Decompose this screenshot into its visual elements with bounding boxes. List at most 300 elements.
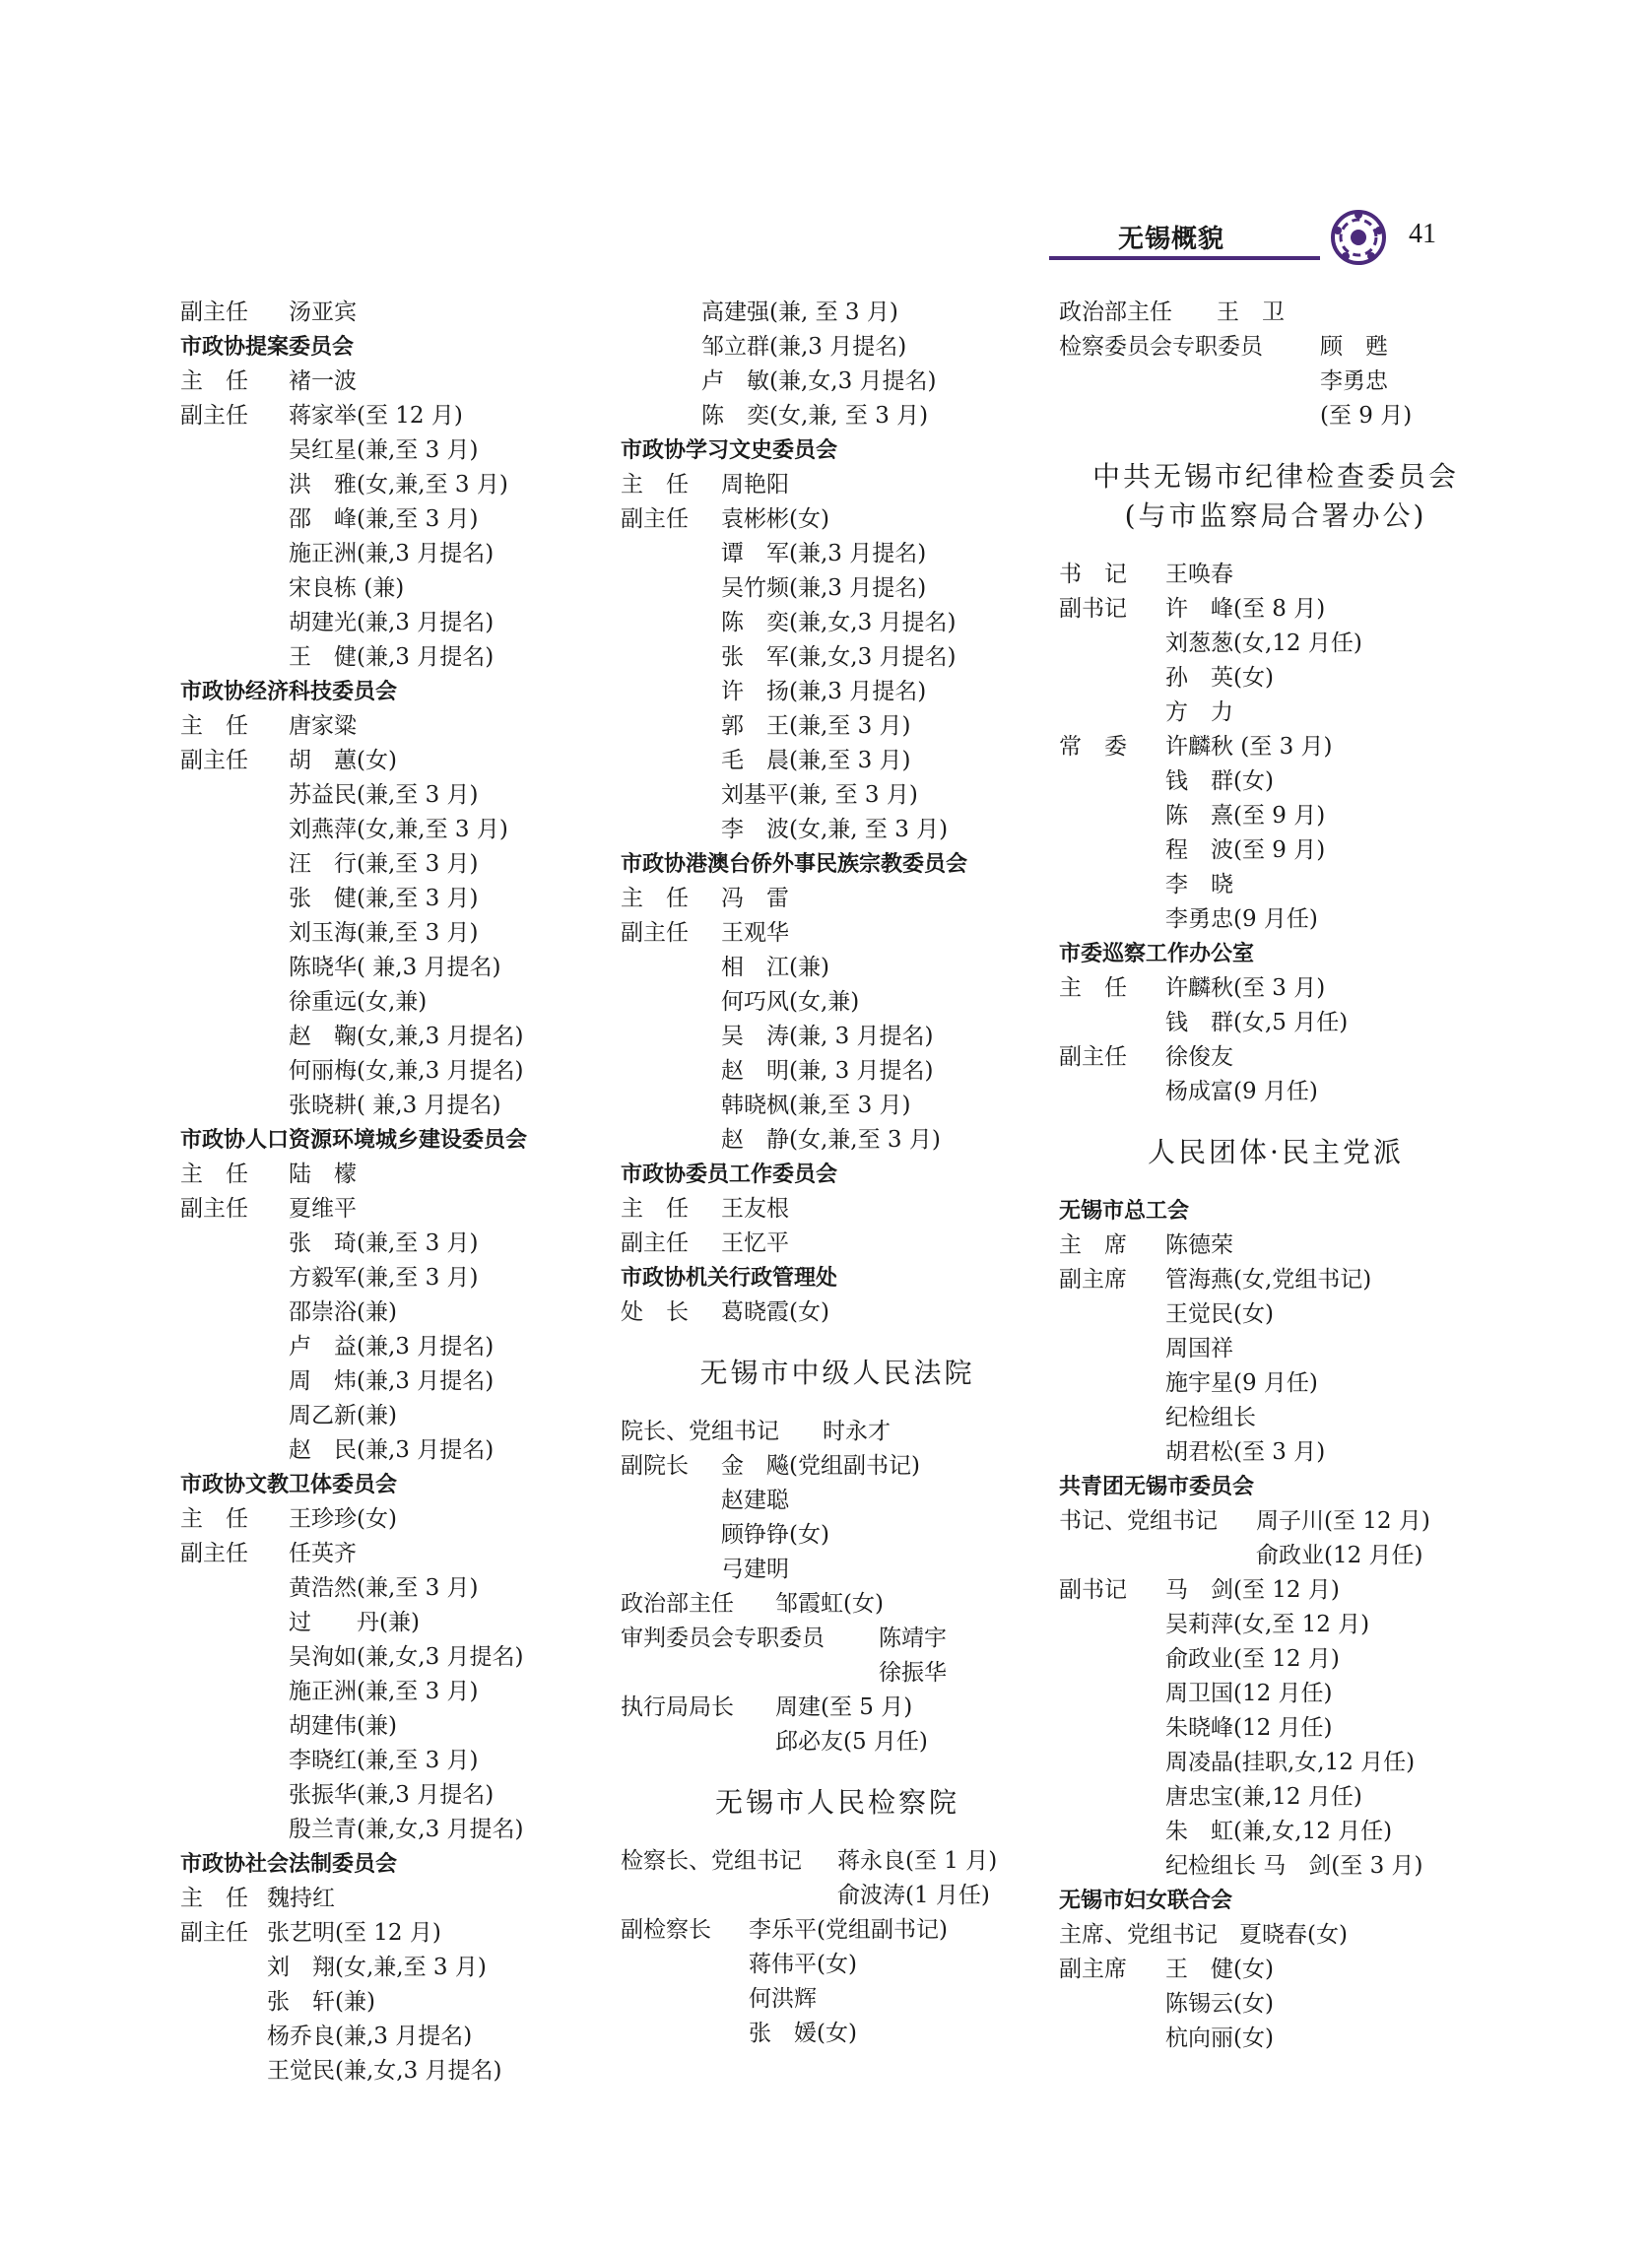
section-heading: 共青团无锡市委员会 [1059, 1475, 1255, 1499]
person-name: 张 琦(兼,至 3 月) [289, 1230, 479, 1256]
person-name: 周卫国(12 月任) [1165, 1681, 1333, 1706]
person-name: 王 卫 [1217, 299, 1285, 325]
personnel-entry [621, 296, 1054, 330]
person-name: 李勇忠 [1320, 368, 1388, 394]
personnel-entry [180, 1261, 614, 1295]
position-title: 副主任 [180, 1541, 248, 1566]
personnel-entry [1059, 1780, 1492, 1815]
position-title: 主 任 [621, 886, 689, 911]
personnel-entry [1059, 399, 1492, 433]
position-title: 书 记 [1059, 562, 1127, 587]
personnel-entry [621, 1725, 1054, 1759]
person-name: 许 峰(至 8 月) [1165, 596, 1326, 622]
section-heading: 无锡市总工会 [1059, 1199, 1190, 1224]
person-name: 顾铮铮(女) [721, 1522, 829, 1548]
personnel-entry [1059, 730, 1492, 764]
person-name: 胡建伟(兼) [289, 1713, 397, 1739]
position-title: 执行局局长 [621, 1694, 734, 1720]
person-name: 刘燕萍(女,兼,至 3 月) [289, 817, 508, 842]
personnel-entry [621, 365, 1054, 399]
personnel-entry [180, 1433, 614, 1468]
personnel-entry [1059, 1228, 1492, 1263]
personnel-entry [1059, 1815, 1492, 1849]
position-title: 副主任 [180, 403, 248, 429]
personnel-entry [621, 1913, 1054, 1948]
personnel-entry [1059, 1711, 1492, 1746]
personnel-entry [621, 1656, 1054, 1691]
section-heading: 市政协人口资源环境城乡建设委员会 [180, 1128, 528, 1153]
personnel-entry [180, 1882, 614, 1916]
person-name: 李乐平(党组副书记) [749, 1917, 948, 1943]
person-name: 俞波涛(1 月任) [837, 1883, 990, 1908]
personnel-entry [1059, 1642, 1492, 1677]
person-name: 钱 群(女) [1165, 768, 1274, 794]
personnel-entry [621, 1054, 1054, 1089]
personnel-entry [1059, 1263, 1492, 1297]
personnel-entry [180, 365, 614, 399]
personnel-entry [621, 813, 1054, 847]
person-name: 张 媛(女) [749, 2021, 857, 2046]
person-name: 王 健(女) [1165, 1957, 1274, 1982]
person-name: 许麟秋(至 3 月) [1165, 975, 1326, 1001]
personnel-entry [1059, 1539, 1492, 1573]
personnel-entry [180, 1192, 614, 1227]
personnel-entry [1059, 1075, 1492, 1109]
person-name: 李 晓 [1165, 872, 1233, 897]
person-name: 张 健(兼,至 3 月) [289, 886, 479, 911]
person-name: 杭向丽(女) [1165, 2025, 1274, 2051]
person-name: 王觉民(兼,女,3 月提名) [267, 2058, 502, 2084]
personnel-entry [621, 1449, 1054, 1484]
personnel-entry [621, 1587, 1054, 1622]
personnel-entry [621, 1415, 1054, 1449]
personnel-entry [621, 502, 1054, 537]
person-name: 陈德荣 [1165, 1232, 1233, 1258]
person-name: 顾 甦 [1320, 334, 1388, 360]
person-name: 陈 奕(兼,女,3 月提名) [721, 610, 957, 635]
personnel-entry [621, 1192, 1054, 1227]
personnel-entry [180, 1227, 614, 1261]
person-name: 韩晓枫(兼,至 3 月) [721, 1093, 911, 1118]
personnel-entry [621, 2017, 1054, 2051]
section-heading: 市政协经济科技委员会 [180, 680, 398, 704]
personnel-entry [180, 1399, 614, 1433]
personnel-entry [180, 640, 614, 675]
person-name: 汪 行(兼,至 3 月) [289, 851, 479, 877]
unit-title [1059, 1133, 1492, 1172]
unit-title-line: 中共无锡市纪律检查委员会 [1091, 460, 1459, 493]
person-name: 周艳阳 [721, 472, 789, 498]
person-name: 宋良栋 (兼) [289, 575, 405, 601]
person-name: 陈晓华( 兼,3 月提名) [289, 955, 501, 980]
person-name: 何巧风(女,兼) [721, 989, 860, 1015]
personnel-entry [180, 399, 614, 433]
personnel-entry [180, 1640, 614, 1675]
person-name: 李晓红(兼,至 3 月) [289, 1748, 479, 1773]
person-name: 褚一波 [289, 368, 357, 394]
person-name: 周建(至 5 月) [775, 1694, 913, 1720]
unit-title [621, 1783, 1054, 1823]
personnel-entry [180, 1364, 614, 1399]
personnel-entry [1059, 1366, 1492, 1401]
person-name: 朱晓峰(12 月任) [1165, 1715, 1333, 1741]
person-name: 张 军(兼,女,3 月提名) [721, 644, 957, 670]
person-name: 王唤春 [1165, 562, 1233, 587]
page-number: 41 [1409, 219, 1436, 249]
person-name: 胡建光(兼,3 月提名) [289, 610, 495, 635]
position-title: 主 任 [180, 1162, 248, 1187]
person-name: 张 轩(兼) [267, 1989, 375, 2015]
column-right [1059, 296, 1492, 2056]
personnel-entry [1059, 1297, 1492, 1332]
column-middle [621, 296, 1054, 2051]
person-name: 陈 奕(女,兼, 至 3 月) [701, 403, 929, 429]
personnel-entry [621, 640, 1054, 675]
personnel-entry [1059, 1608, 1492, 1642]
personnel-entry [621, 1982, 1054, 2017]
person-name: 谭 军(兼,3 月提名) [721, 541, 927, 566]
person-name: 郭 王(兼,至 3 月) [721, 713, 911, 739]
personnel-entry [1059, 1435, 1492, 1470]
unit-title-line: 人民团体·民主党派 [1148, 1136, 1404, 1168]
personnel-entry [1059, 365, 1492, 399]
person-name: 朱 虹(兼,女,12 月任) [1165, 1819, 1393, 1844]
unit-title-line: 无锡市人民检察院 [714, 1786, 959, 1819]
personnel-entry [621, 1879, 1054, 1913]
person-name: 刘基平(兼, 至 3 月) [721, 782, 918, 808]
personnel-entry [180, 1020, 614, 1054]
person-name: 施正洲(兼,至 3 月) [289, 1679, 479, 1704]
unit-title [621, 1354, 1054, 1393]
personnel-entry [180, 709, 614, 744]
person-name: 唐忠宝(兼,12 月任) [1165, 1784, 1362, 1810]
person-name: 弓建明 [721, 1557, 789, 1582]
personnel-entry [621, 1295, 1054, 1330]
unit-title-line: 无锡市中级人民法院 [699, 1357, 975, 1389]
person-name: 纪检组长 [1165, 1405, 1256, 1430]
person-name: 陈靖宇 [879, 1626, 947, 1651]
position-title: 主 任 [1059, 975, 1127, 1001]
person-name: 邵崇浴(兼) [289, 1299, 397, 1325]
position-title: 副主席 [1059, 1957, 1127, 1982]
person-name: 胡 蕙(女) [289, 748, 397, 773]
person-name: 毛 晨(兼,至 3 月) [721, 748, 911, 773]
person-name: 赵 静(女,兼,至 3 月) [721, 1127, 941, 1153]
personnel-entry [621, 882, 1054, 916]
personnel-entry [1059, 1849, 1492, 1884]
unit-title-line: (与市监察局合署办公) [1124, 499, 1427, 532]
person-name: 洪 雅(女,兼,至 3 月) [289, 472, 508, 498]
section-heading: 市政协社会法制委员会 [180, 1852, 398, 1877]
position-title: 副主任 [180, 299, 248, 325]
person-name: 赵 民(兼,3 月提名) [289, 1437, 495, 1463]
person-name: 刘 翔(女,兼,至 3 月) [267, 1955, 487, 1980]
person-name: 蒋伟平(女) [749, 1952, 857, 1977]
personnel-entry [1059, 1040, 1492, 1075]
personnel-entry [180, 571, 614, 606]
personnel-entry [180, 606, 614, 640]
personnel-entry [621, 1844, 1054, 1879]
person-name: 施宇星(9 月任) [1165, 1370, 1318, 1396]
personnel-entry [180, 1606, 614, 1640]
person-name: 王觉民(女) [1165, 1301, 1274, 1327]
personnel-entry [180, 2054, 614, 2089]
person-name: 李 波(女,兼, 至 3 月) [721, 817, 949, 842]
person-name: 袁彬彬(女) [721, 506, 829, 532]
personnel-entry [621, 537, 1054, 571]
position-title: 主 任 [621, 472, 689, 498]
personnel-entry [180, 502, 614, 537]
personnel-entry [1059, 558, 1492, 592]
position-title: 副书记 [1059, 1577, 1127, 1603]
personnel-entry [180, 1951, 614, 1985]
position-title: 政治部主任 [621, 1591, 734, 1617]
personnel-entry [1059, 1401, 1492, 1435]
person-name: 徐振华 [879, 1660, 947, 1686]
position-title: 副主任 [1059, 1044, 1127, 1070]
personnel-entry [180, 433, 614, 468]
person-name: 周国祥 [1165, 1336, 1233, 1361]
person-name: 卢 益(兼,3 月提名) [289, 1334, 495, 1360]
position-title: 副检察长 [621, 1917, 711, 1943]
personnel-entry [1059, 2022, 1492, 2056]
personnel-entry [180, 1571, 614, 1606]
position-title: 主 任 [621, 1196, 689, 1222]
person-name: 周 炜(兼,3 月提名) [289, 1368, 495, 1394]
person-name: 汤亚宾 [289, 299, 357, 325]
personnel-entry [1059, 1953, 1492, 1987]
person-name: 邹霞虹(女) [775, 1591, 884, 1617]
position-title: 副院长 [621, 1453, 689, 1479]
personnel-entry [1059, 833, 1492, 868]
person-name: 任英齐 [289, 1541, 357, 1566]
person-name: 许 扬(兼,3 月提名) [721, 679, 927, 704]
person-name: 施正洲(兼,3 月提名) [289, 541, 495, 566]
personnel-entry [1059, 1918, 1492, 1953]
personnel-entry [180, 1675, 614, 1709]
personnel-entry [1059, 1677, 1492, 1711]
personnel-entry [180, 813, 614, 847]
personnel-entry [180, 1744, 614, 1778]
person-name: 邹立群(兼,3 月提名) [701, 334, 907, 360]
personnel-entry [1059, 330, 1492, 365]
section-heading: 市政协港澳台侨外事民族宗教委员会 [621, 852, 968, 877]
section-heading: 市政协机关行政管理处 [621, 1266, 838, 1291]
personnel-entry [180, 1778, 614, 1813]
personnel-entry [180, 468, 614, 502]
position-title: 副主任 [180, 748, 248, 773]
person-name: 王观华 [721, 920, 789, 946]
person-name: 邵 峰(兼,至 3 月) [289, 506, 479, 532]
section-heading: 无锡市妇女联合会 [1059, 1889, 1233, 1913]
person-name: 程 波(至 9 月) [1165, 837, 1326, 863]
person-name: 赵 鞠(女,兼,3 月提名) [289, 1024, 524, 1049]
person-name: 高建强(兼, 至 3 月) [701, 299, 898, 325]
person-name: 周子川(至 12 月) [1256, 1508, 1430, 1534]
person-name: 唐家粱 [289, 713, 357, 739]
person-name: 黄浩然(兼,至 3 月) [289, 1575, 479, 1601]
person-name: 蒋家举(至 12 月) [289, 403, 463, 429]
person-name: 王 健(兼,3 月提名) [289, 644, 495, 670]
personnel-entry [180, 1916, 614, 1951]
person-name: 周乙新(兼) [289, 1403, 397, 1428]
header-rule [1049, 256, 1320, 260]
person-name: 刘葱葱(女,12 月任) [1165, 631, 1362, 656]
personnel-entry [621, 675, 1054, 709]
person-name: 卢 敏(兼,女,3 月提名) [701, 368, 937, 394]
person-name: 陈 熹(至 9 月) [1165, 803, 1326, 829]
section-heading: 市政协学习文史委员会 [621, 438, 838, 463]
person-name: 俞政业(12 月任) [1256, 1543, 1423, 1568]
position-title: 常 委 [1059, 734, 1127, 760]
personnel-entry [180, 1158, 614, 1192]
person-name: 张艺明(至 12 月) [267, 1920, 441, 1946]
person-name: 刘玉海(兼,至 3 月) [289, 920, 479, 946]
person-name: 杨成富(9 月任) [1165, 1079, 1318, 1104]
personnel-entry [621, 951, 1054, 985]
position-title: 政治部主任 [1059, 299, 1172, 325]
person-name: 吴 涛(兼, 3 月提名) [721, 1024, 934, 1049]
person-name: 殷兰青(兼,女,3 月提名) [289, 1817, 524, 1842]
person-name: 过 丹(兼) [289, 1610, 420, 1635]
personnel-entry [180, 537, 614, 571]
running-header-title: 无锡概貌 [1118, 225, 1225, 254]
person-name: 葛晓霞(女) [721, 1299, 829, 1325]
personnel-entry [621, 1691, 1054, 1725]
position-title: 副主任 [621, 1230, 689, 1256]
personnel-entry [180, 2020, 614, 2054]
section-heading: 市委巡察工作办公室 [1059, 942, 1255, 966]
personnel-entry [180, 1709, 614, 1744]
person-name: 俞政业(至 12 月) [1165, 1646, 1340, 1672]
position-title: 处 长 [621, 1299, 689, 1325]
personnel-entry [1059, 799, 1492, 833]
personnel-entry [1059, 627, 1492, 661]
person-name: 吴莉萍(女,至 12 月) [1165, 1612, 1370, 1637]
personnel-entry [621, 468, 1054, 502]
position-title: 副主席 [1059, 1267, 1127, 1293]
personnel-entry [180, 1813, 614, 1847]
personnel-entry [180, 1295, 614, 1330]
position-title: 副主任 [621, 506, 689, 532]
position-title: 副主任 [180, 1196, 248, 1222]
personnel-entry [1059, 1332, 1492, 1366]
position-title: 检察委员会专职委员 [1059, 334, 1263, 360]
person-name: 王忆平 [721, 1230, 789, 1256]
personnel-entry [621, 985, 1054, 1020]
person-name: 马 剑(至 12 月) [1165, 1577, 1340, 1603]
personnel-entry [621, 709, 1054, 744]
person-name: 王友根 [721, 1196, 789, 1222]
person-name: 李勇忠(9 月任) [1165, 906, 1318, 932]
person-name: 何丽梅(女,兼,3 月提名) [289, 1058, 524, 1084]
person-name: 吴洵如(兼,女,3 月提名) [289, 1644, 524, 1670]
personnel-entry [1059, 592, 1492, 627]
section-heading: 市政协文教卫体委员会 [180, 1473, 398, 1497]
personnel-entry [1059, 1006, 1492, 1040]
personnel-entry [180, 882, 614, 916]
personnel-entry [621, 1227, 1054, 1261]
person-name: 金 飚(党组副书记) [721, 1453, 920, 1479]
personnel-entry [180, 744, 614, 778]
position-title: 副主任 [180, 1920, 248, 1946]
personnel-entry [621, 330, 1054, 365]
personnel-entry [180, 1537, 614, 1571]
personnel-entry [180, 778, 614, 813]
person-name: 陈锡云(女) [1165, 1991, 1274, 2017]
personnel-entry [1059, 1746, 1492, 1780]
unit-title [1059, 457, 1492, 536]
person-name: 胡君松(至 3 月) [1165, 1439, 1326, 1465]
personnel-entry [621, 1123, 1054, 1158]
personnel-entry [621, 1518, 1054, 1553]
position-title: 审判委员会专职委员 [621, 1626, 825, 1651]
personnel-entry [180, 985, 614, 1020]
person-name: 何洪辉 [749, 1986, 817, 2012]
personnel-entry [621, 1020, 1054, 1054]
personnel-entry [1059, 296, 1492, 330]
personnel-entry [1059, 868, 1492, 902]
person-name: 时永才 [823, 1419, 891, 1444]
person-name: 张振华(兼,3 月提名) [289, 1782, 495, 1808]
position-title: 副主任 [621, 920, 689, 946]
personnel-entry [621, 744, 1054, 778]
person-name: 周凌晶(挂职,女,12 月任) [1165, 1750, 1416, 1775]
person-name: 相 江(兼) [721, 955, 829, 980]
position-title: 书记、党组书记 [1059, 1508, 1218, 1534]
personnel-entry [621, 1948, 1054, 1982]
personnel-entry [1059, 1987, 1492, 2022]
personnel-entry [621, 916, 1054, 951]
personnel-entry [180, 1985, 614, 2020]
person-name: 夏维平 [289, 1196, 357, 1222]
person-name: 许麟秋 (至 3 月) [1165, 734, 1333, 760]
person-name: 夏晓春(女) [1239, 1922, 1348, 1948]
position-title: 主 任 [180, 713, 248, 739]
personnel-entry [180, 296, 614, 330]
position-title: 主 席 [1059, 1232, 1127, 1258]
column-left [180, 296, 614, 2089]
personnel-entry [1059, 1504, 1492, 1539]
person-name: 陆 檬 [289, 1162, 357, 1187]
personnel-entry [180, 1054, 614, 1089]
section-heading: 市政协提案委员会 [180, 335, 355, 360]
person-name: 蒋永良(至 1 月) [837, 1848, 998, 1874]
personnel-entry [621, 399, 1054, 433]
personnel-entry [621, 571, 1054, 606]
personnel-entry [621, 1089, 1054, 1123]
person-name: 徐俊友 [1165, 1044, 1233, 1070]
person-name: 徐重远(女,兼) [289, 989, 428, 1015]
personnel-entry [621, 606, 1054, 640]
person-name: 赵 明(兼, 3 月提名) [721, 1058, 934, 1084]
personnel-entry [180, 951, 614, 985]
position-title: 主席、党组书记 [1059, 1922, 1218, 1948]
person-name: 吴竹频(兼,3 月提名) [721, 575, 927, 601]
personnel-entry [1059, 661, 1492, 696]
section-heading: 市政协委员工作委员会 [621, 1162, 838, 1187]
person-name: 杨乔良(兼,3 月提名) [267, 2024, 473, 2049]
position-title: 副书记 [1059, 596, 1127, 622]
personnel-entry [180, 1089, 614, 1123]
person-name: 赵建聪 [721, 1488, 789, 1513]
personnel-entry [621, 778, 1054, 813]
person-name: 苏益民(兼,至 3 月) [289, 782, 479, 808]
person-name: (至 9 月) [1320, 403, 1413, 429]
personnel-entry [621, 1622, 1054, 1656]
person-name: 邱必友(5 月任) [775, 1729, 928, 1755]
person-name: 孙 英(女) [1165, 665, 1274, 691]
